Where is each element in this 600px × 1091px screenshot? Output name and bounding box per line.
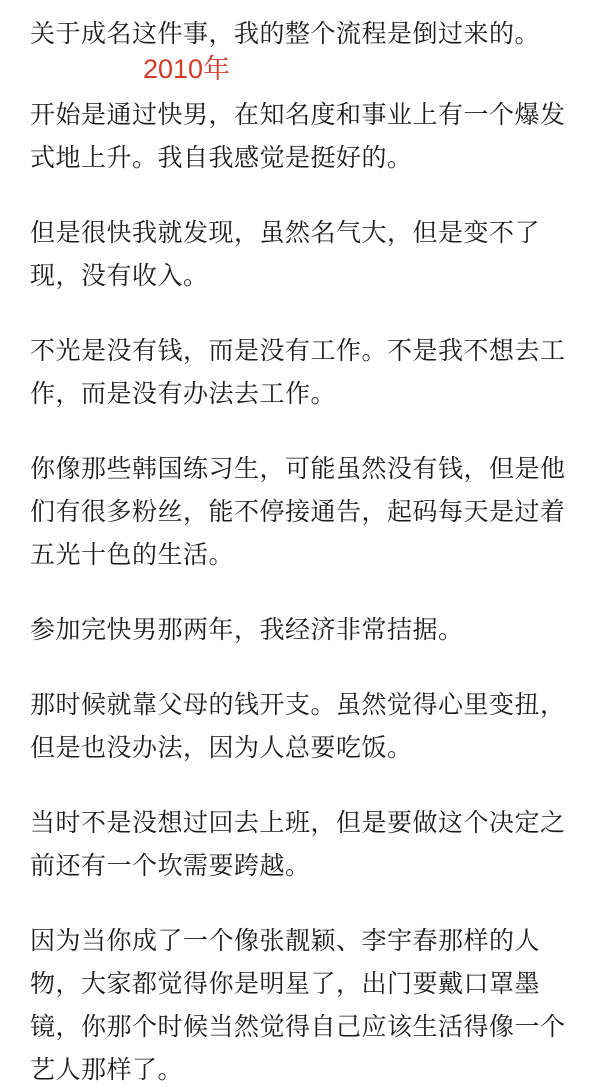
paragraph-1: 关于成名这件事，我的整个流程是倒过来的。 <box>30 19 541 48</box>
paragraph-4: 不光是没有钱，而是没有工作。不是我不想去工作，而是没有办法去工作。 <box>30 336 566 408</box>
paragraph-6: 参加完快男那两年，我经济非常拮据。 <box>30 615 464 644</box>
paragraph-8: 当时不是没想过回去上班，但是要做这个决定之前还有一个坎需要跨越。 <box>30 808 566 880</box>
paragraph-2: 开始是通过快男，在知名度和事业上有一个爆发式地上升。我自我感觉是挺好的。 <box>30 100 566 172</box>
paragraph-7: 那时候就靠父母的钱开支。虽然觉得心里变扭，但是也没办法，因为人总要吃饭。 <box>30 690 566 762</box>
year-annotation: 2010年 <box>143 54 231 84</box>
paragraph-5: 你像那些韩国练习生，可能虽然没有钱，但是他们有很多粉丝，能不停接通告，起码每天是过着五光十色的生活。 <box>30 454 566 569</box>
paragraph-3: 但是很快我就发现，虽然名气大，但是变不了现，没有收入。 <box>30 218 541 290</box>
paragraph-9: 因为当你成了一个像张靓颖、李宇春那样的人物，大家都觉得你是明星了，出门要戴口罩墨镜，你那个时候当然觉得自己应该生活得像一个艺人那样了。 <box>30 926 566 1084</box>
article-body <box>30 12 575 1091</box>
